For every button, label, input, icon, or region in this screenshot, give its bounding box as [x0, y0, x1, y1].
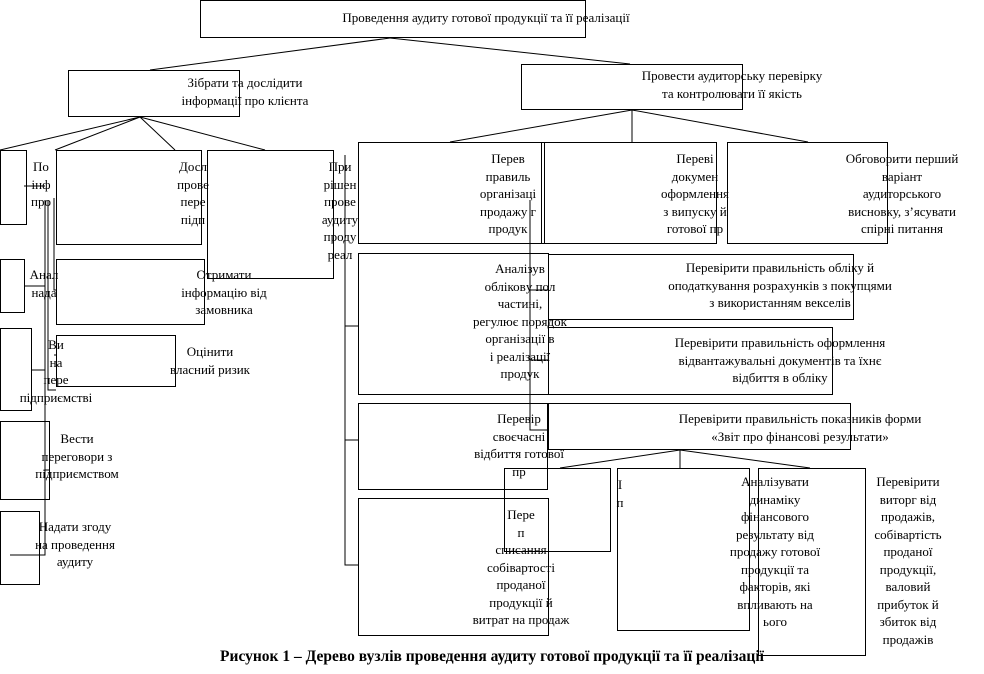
connector: [55, 117, 140, 150]
left-col3-label: При рішен прове аудиту проду реал: [321, 159, 359, 262]
left-branch-label: Зібрати та дослідити інформації про клієнта: [181, 75, 309, 108]
right-top-label-2: Переві докумен оформлення з випуску й готової пр: [660, 151, 730, 236]
left-col1-label-4: Вести переговори з підприємством: [35, 431, 119, 481]
right-branch-label: Провести аудиторську перевірку та контролювати її якість: [641, 68, 823, 101]
left-col1-label-3: Ви на пере підприємстві: [19, 337, 93, 405]
right-left-label-2: Перевір своєчасні відбиття готової пр: [474, 411, 564, 479]
left-col1-label-5: Надати згоду на проведення аудиту: [35, 519, 115, 569]
connector: [0, 117, 140, 150]
bottom-node-3: [758, 468, 866, 656]
right-mid-label-2: Перевірити правильність оформлення відвантажувальні документів та їхнє відбиття в обліку: [674, 335, 886, 385]
bottom-node-1: [504, 468, 611, 552]
bottom-label-3: Перевірити виторг від продажів, собівартість проданої продукції, валовий прибуток й збиток від продажів: [874, 474, 942, 647]
left-col2-label-1: Досл прове пере підп: [177, 159, 209, 227]
right-mid-label-1: Перевірити правильність обліку й оподаткування розрахунків з покупцями з використанням векселів: [668, 260, 892, 310]
right-left-label-1: Аналізув обліковy пол частині, регулює порядок організації в і реалізації продук: [473, 261, 567, 381]
bottom-label-2: Аналізувати динаміку фінансового результату від продажу готової продукції та факторів, які впливають на ього: [729, 474, 821, 629]
right-mid-label-3: Перевірити правильність показників форми «Звіт про фінансові результати»: [678, 411, 922, 444]
connector: [680, 450, 810, 468]
bottom-label-1: І п: [616, 477, 624, 510]
right-top-label-1: Перев правиль організаці продажу г продук: [479, 151, 537, 236]
left-col1-label-1: По інф про: [31, 159, 51, 209]
connector: [390, 38, 630, 64]
root-node-label: Проведення аудиту готової продукції та її реалізації: [342, 10, 630, 25]
left-col2-label-2: Отримати інформацію від замовника: [181, 267, 267, 317]
right-top-label-3: Обговорити перший варіант аудиторського висновку, з’ясувати спірні питання: [845, 151, 959, 236]
left-col1-label-2: Анал нада: [29, 267, 59, 300]
connector: [140, 117, 265, 150]
connector: [632, 110, 808, 142]
connector: [450, 110, 632, 142]
right-left-label-3: Пере п списання собівартості проданої продукції й витрат на продаж: [472, 507, 570, 627]
connector: [150, 38, 390, 70]
left-col2-label-3: Оцінити власний ризик: [170, 344, 250, 377]
figure-caption: Рисунок 1 – Дерево вузлів проведення аудиту готової продукції та її реалізації: [220, 648, 764, 665]
